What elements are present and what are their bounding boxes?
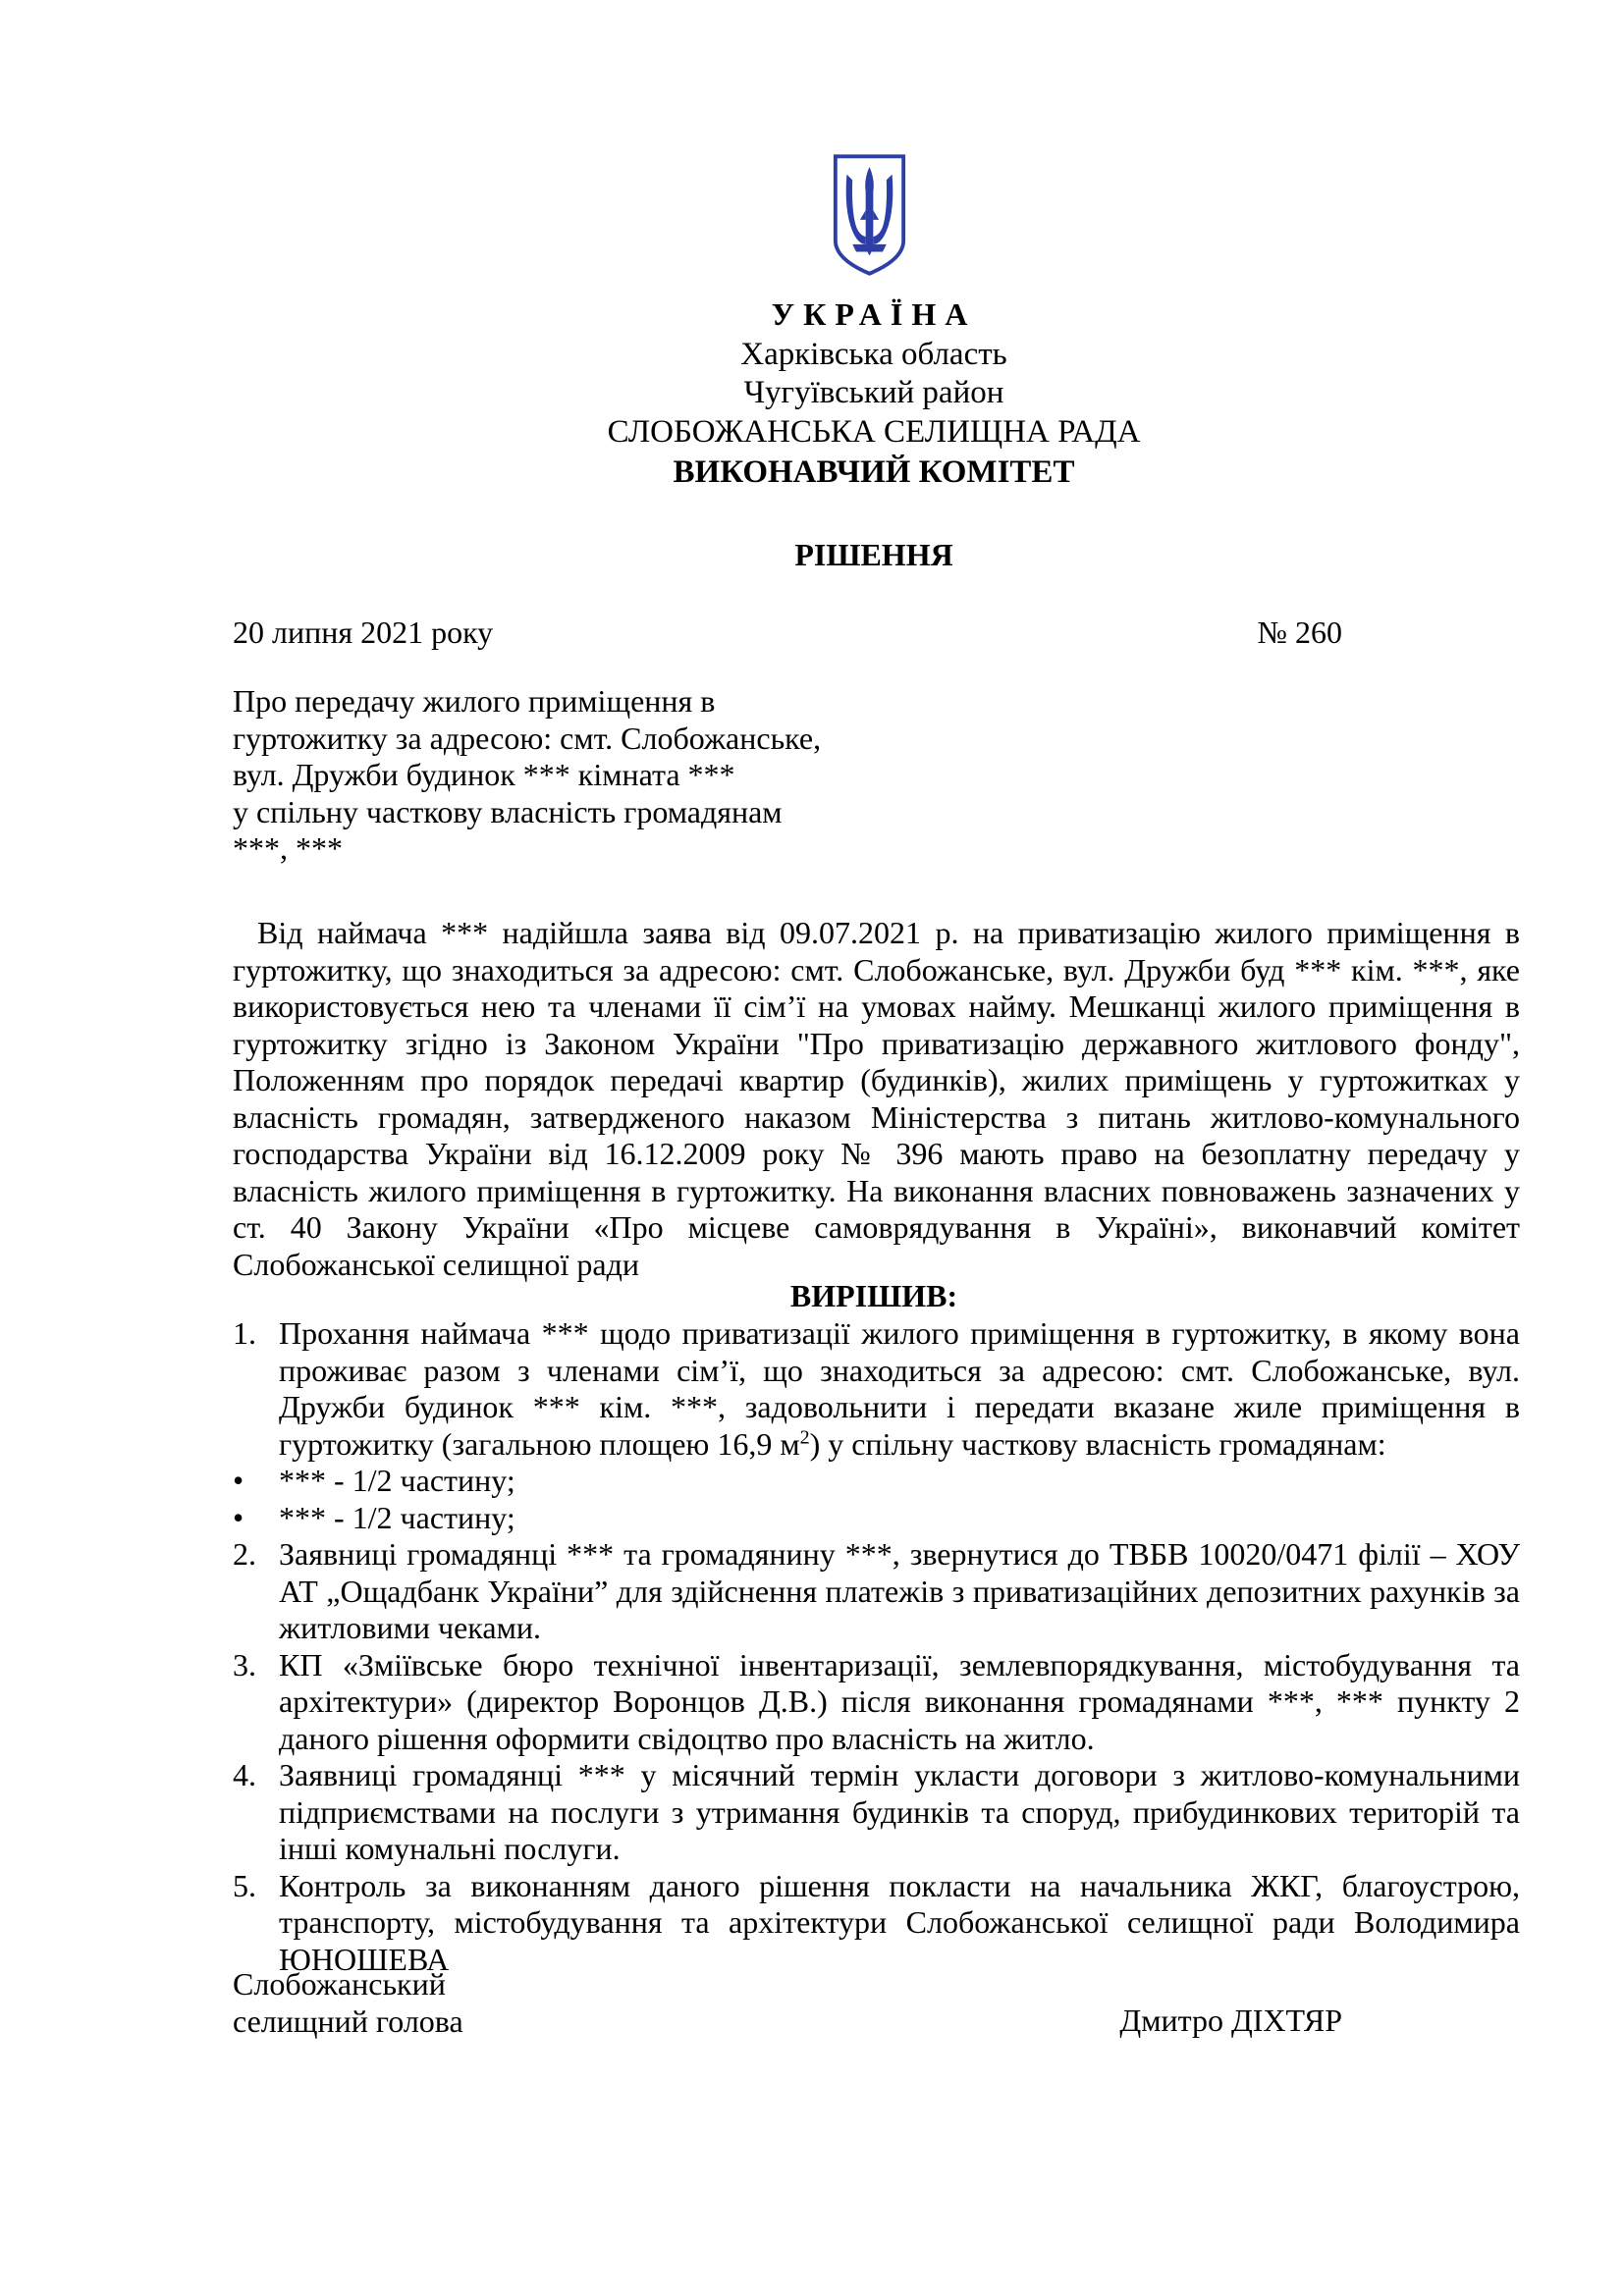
district-line: Чугуївський район <box>743 375 1004 410</box>
decision-item <box>233 1647 1520 1758</box>
council-line: СЛОБОЖАНСЬКА СЕЛИЩНА РАДА <box>607 414 1141 450</box>
committee-line: ВИКОНАВЧИЙ КОМІТЕТ <box>673 454 1075 490</box>
item-number: 3. <box>233 1646 256 1682</box>
item-number: 1. <box>233 1315 256 1351</box>
subject-line: у спільну часткову власність громадянам <box>233 793 783 829</box>
decision-date: 20 липня 2021 року <box>233 614 494 650</box>
decision-item <box>233 1868 1520 1979</box>
share-text: *** - 1/2 частину; <box>279 1463 515 1498</box>
signatory-title: селищний голова <box>233 2002 463 2039</box>
share-text: *** - 1/2 частину; <box>279 1499 515 1535</box>
decision-item <box>233 1315 1520 1463</box>
item-text: Прохання наймача *** щодо приватизації жилого приміщення в гуртожитку, в якому вона проживає разом з членами сім’ї, що знаходиться за адресою: смт. Слобожанське, вул. Дружби будинок *** кім. ***, задовольнити і передати вказане жиле приміщення в гуртожитку (загальною площею 16,9 м <box>279 1315 1520 1462</box>
item-number: 5. <box>233 1867 256 1903</box>
item-text: Заявниці громадянці *** та громадянину ***, звернутися до ТВБВ 10020/0471 філії – ХОУ АТ „Ощадбанк України” для здійснення платежів з приватизаційних депозитних рахунків за житловими чеками. <box>279 1536 1520 1645</box>
preamble-paragraph: Від наймача *** надійшла заява від 09.07.2021 р. на приватизацію жилого приміщення в гуртожитку, що знаходиться за адресою: смт. Слобожанське, вул. Дружби буд *** кім. ***, яке використовується нею та членами її сім’ї на умовах найму. Мешканці жилого приміщення в гуртожитку згідно із Законом України "Про приватизацію державного житлового фонду", Положенням про порядок передачі квартир (будинків), жилих приміщень у гуртожитках у власність громадян, затвердженого наказом Міністерства з питань житлово-комунального господарства України від 16.12.2009 року № 396 мають право на безоплатну передачу у власність жилого приміщення в гуртожитку. На виконання власних повноважень зазначених у ст. 40 Закону України «Про місцеве самоврядування в Україні», виконавчий комітет Слобожанської селищної ради <box>233 915 1520 1282</box>
signatory-title: Слобожанський <box>233 1966 446 2002</box>
decided-heading: ВИРІШИВ: <box>789 1278 958 1313</box>
bullet-icon: • <box>233 1499 244 1535</box>
item-text: КП «Зміївське бюро технічної інвентаризації, землевпорядкування, містобудування та архітектури» (директор Воронцов Д.В.) після виконання громадянами ***, *** пункту 2 даного рішення оформити свідоцтво про власність на житло. <box>279 1646 1520 1756</box>
decision-items <box>233 1315 1520 1978</box>
decision-item <box>233 1536 1520 1647</box>
signature-block <box>233 1966 1342 2040</box>
decision-item <box>233 1757 1520 1868</box>
subject-line: ***, *** <box>233 830 343 866</box>
item-number: 2. <box>233 1536 256 1572</box>
item-text: Заявниці громадянці *** у місячний термін укласти договори з житлово-комунальними підприємствами на послуги з утримання будинків та споруд, прибудинкових територій та інші комунальні послуги. <box>279 1757 1520 1866</box>
subject-line: Про передачу жилого приміщення в <box>233 683 716 719</box>
area-unit-superscript: 2 <box>799 1425 810 1448</box>
country-heading: УКРАЇНА <box>771 296 977 332</box>
subject-line: гуртожитку за адресою: смт. Слобожанське, <box>233 720 822 756</box>
item-text-end: ) у спільну часткову власність громадянам: <box>809 1425 1386 1462</box>
bullet-icon: • <box>233 1463 244 1498</box>
item-number: 4. <box>233 1757 256 1792</box>
item-text: Контроль за виконанням даного рішення покласти на начальника ЖКГ, благоустрою, транспорту, містобудування та архітектури Слобожанської селищної ради Володимира ЮНОШЕВА <box>279 1867 1520 1977</box>
signatory-name: Дмитро ДІХТЯР <box>1119 2002 1342 2038</box>
region-line: Харківська область <box>740 337 1007 372</box>
share-bullet <box>233 1500 1520 1537</box>
share-bullet <box>233 1463 1520 1500</box>
subject-line: вул. Дружби будинок *** кімната *** <box>233 757 735 792</box>
decision-subject <box>233 683 920 868</box>
trident-coat-of-arms-icon <box>832 151 907 279</box>
decision-number: № 260 <box>1257 614 1342 650</box>
document-title: РІШЕННЯ <box>794 537 953 572</box>
